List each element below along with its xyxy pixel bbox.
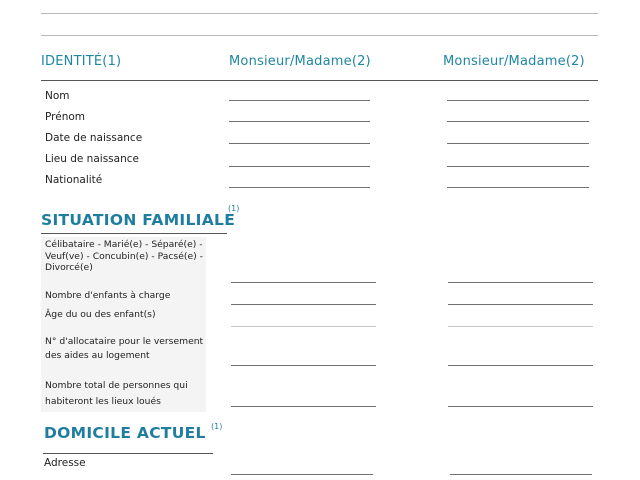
allocataire-line-2: des aides au logement (45, 349, 150, 361)
nom-field-2[interactable] (447, 100, 589, 101)
family-status-field-1[interactable] (231, 282, 376, 283)
family-section-note: (1) (228, 204, 240, 213)
allocataire-line-1: N° d'allocataire pour le versement (45, 336, 204, 347)
nationalite-field-2[interactable] (447, 187, 589, 188)
identity-header-rule (41, 80, 598, 81)
family-status-label (45, 239, 203, 274)
persons-total-line-1: Nombre total de personnes qui (45, 380, 188, 391)
domicile-section-heading: DOMICILE ACTUEL (44, 424, 206, 442)
column-header-1: Monsieur/Madame(2) (229, 54, 371, 69)
domicile-heading-rule (43, 453, 213, 454)
family-status-line-1: Célibataire - Marié(e) - Séparé(e) - (45, 239, 203, 250)
prenom-field-2[interactable] (447, 121, 589, 122)
top-rule-2 (41, 35, 598, 36)
family-status-line-2: Veuf(ve) - Concubin(e) - Pacsé(e) - (45, 250, 203, 262)
children-age-label: Âge du ou des enfant(s) (45, 309, 156, 320)
field-label-prenom: Prénom (45, 111, 86, 123)
column-header-2: Monsieur/Madame(2) (443, 54, 585, 69)
identity-heading: IDENTITÉ(1) (41, 54, 122, 69)
nom-field-1[interactable] (229, 100, 370, 101)
children-age-field-2[interactable] (448, 326, 593, 327)
field-label-nationalite: Nationalité (45, 174, 103, 186)
persons-total-field-1[interactable] (231, 406, 376, 407)
domicile-section-note: (1) (211, 422, 223, 431)
address-field-2[interactable] (450, 474, 592, 475)
children-count-label: Nombre d'enfants à charge (45, 290, 171, 301)
allocataire-field-2[interactable] (448, 365, 593, 366)
children-count-field-2[interactable] (448, 304, 593, 305)
prenom-field-1[interactable] (229, 121, 370, 122)
lieu-naissance-field-2[interactable] (447, 166, 589, 167)
persons-total-field-2[interactable] (448, 406, 593, 407)
date-naissance-field-1[interactable] (229, 143, 370, 144)
nationalite-field-1[interactable] (229, 187, 370, 188)
persons-total-line-2: habiteront les lieux loués (45, 395, 161, 407)
address-label: Adresse (44, 457, 86, 469)
field-label-nom: Nom (45, 90, 70, 102)
top-rule-1 (41, 13, 598, 14)
persons-total-label (45, 378, 188, 409)
family-status-field-2[interactable] (448, 282, 593, 283)
date-naissance-field-2[interactable] (447, 143, 589, 144)
children-age-field-1[interactable] (231, 326, 376, 327)
family-heading-rule (41, 233, 227, 234)
allocataire-field-1[interactable] (231, 365, 376, 366)
allocataire-label (45, 335, 203, 362)
lieu-naissance-field-1[interactable] (229, 166, 370, 167)
family-status-line-3: Divorcé(e) (45, 262, 93, 273)
family-section-heading: SITUATION FAMILIALE (41, 211, 236, 229)
children-count-field-1[interactable] (231, 304, 376, 305)
address-field-1[interactable] (231, 474, 373, 475)
field-label-date-naissance: Date de naissance (45, 132, 143, 144)
field-label-lieu-naissance: Lieu de naissance (45, 153, 139, 165)
